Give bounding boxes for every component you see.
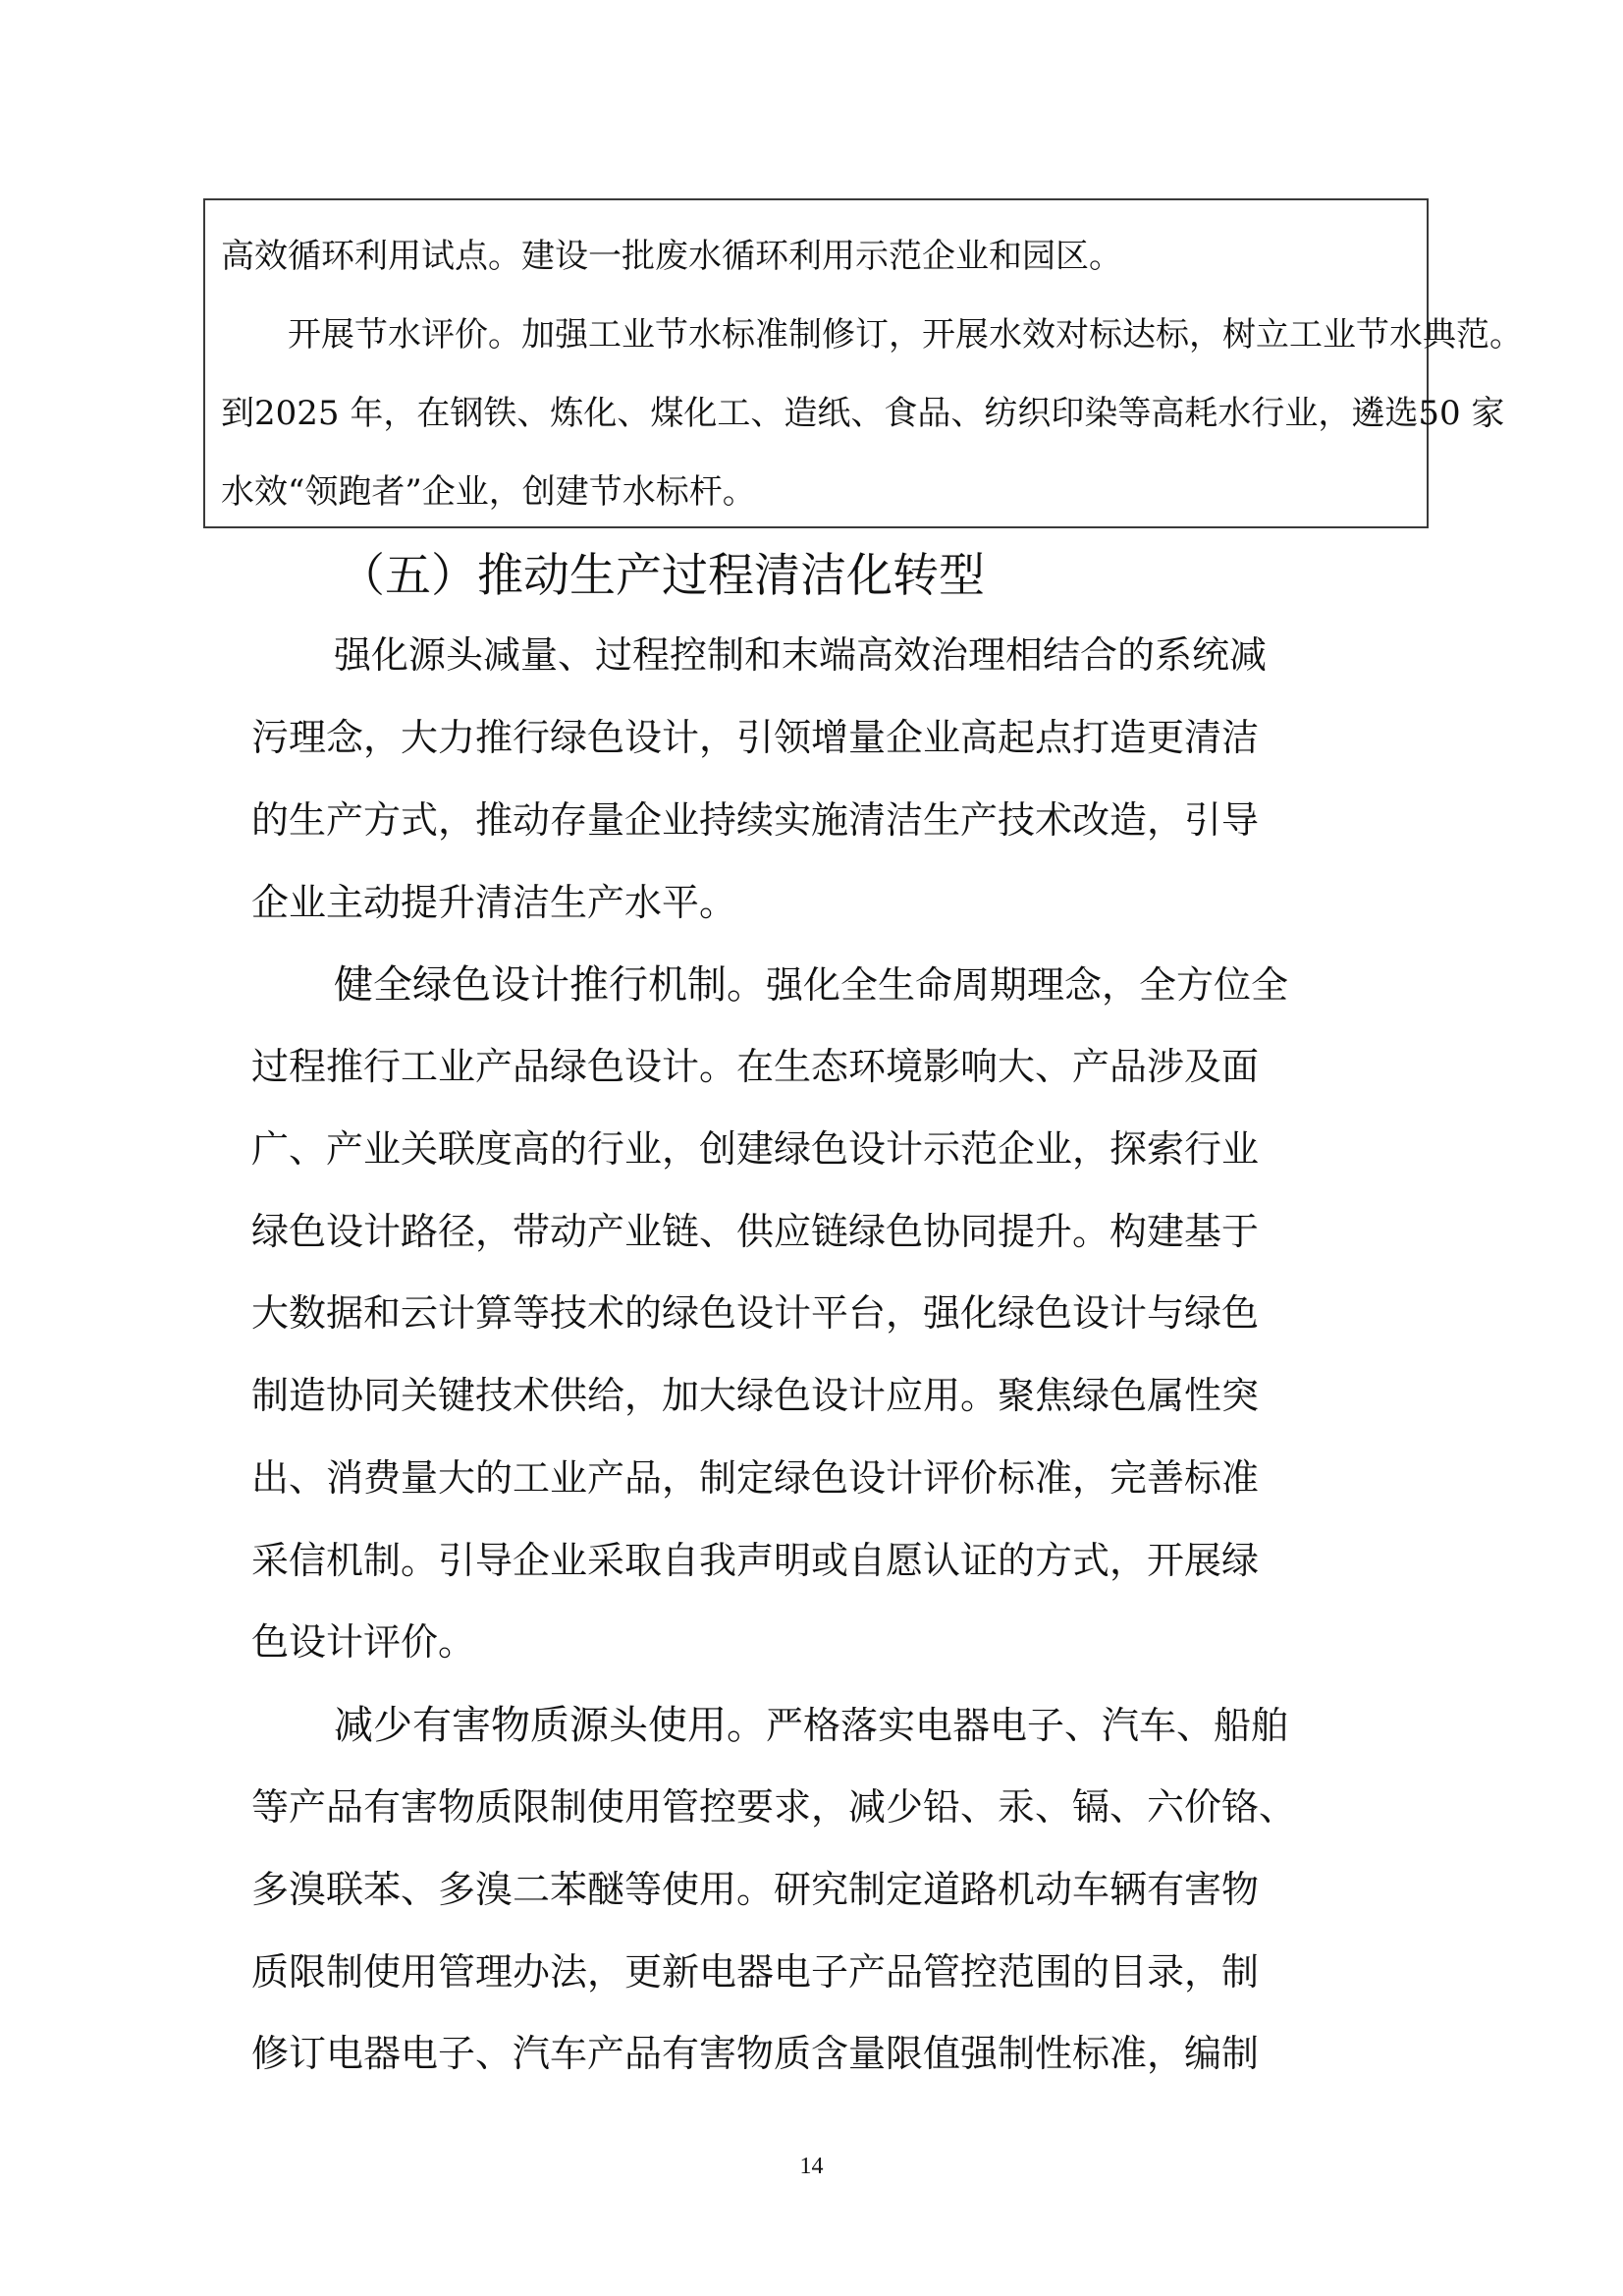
paragraph-lead: 健全绿色设计推行机制。 [334, 962, 766, 1008]
paragraph-line: 采信机制。引导企业采取自我声明或自愿认证的方式，开展绿 [251, 1539, 1260, 1582]
paragraph-text: 严格落实电器电子、汽车、船舶 [766, 1704, 1289, 1747]
paragraph-line: 大数据和云计算等技术的绿色设计平台，强化绿色设计与绿色 [251, 1291, 1260, 1335]
paragraph-line: 质限制使用管理办法，更新电器电子产品管控范围的目录，制 [251, 1950, 1260, 1994]
paragraph-line: 出、消费量大的工业产品，制定绿色设计评价标准，完善标准 [251, 1456, 1260, 1500]
paragraph-line: 强化源头减量、过程控制和末端高效治理相结合的系统减 [334, 633, 1268, 677]
paragraph-line: 修订电器电子、汽车产品有害物质含量限值强制性标准，编制 [251, 2032, 1260, 2075]
paragraph-line: 等产品有害物质限制使用管控要求，减少铅、汞、镉、六价铬、 [251, 1785, 1297, 1829]
section-heading: （五）推动生产过程清洁化转型 [339, 549, 985, 603]
paragraph-line: 企业主动提升清洁生产水平。 [251, 881, 737, 924]
box-line: 水效“领跑者”企业，创建节水标杆。 [221, 472, 756, 512]
paragraph-lead: 减少有害物质源头使用。 [334, 1703, 766, 1748]
paragraph-line: 制造协同关键技术供给，加大绿色设计应用。聚焦绿色属性突 [251, 1374, 1260, 1417]
box-line: 高效循环利用试点。建设一批废水循环利用示范企业和园区。 [221, 237, 1122, 276]
paragraph-line [334, 962, 1289, 1008]
paragraph-line [334, 1703, 1289, 1748]
paragraph-line: 污理念，大力推行绿色设计，引领增量企业高起点打造更清洁 [251, 716, 1260, 759]
box-line: 开展节水评价。加强工业节水标准制修订，开展水效对标达标，树立工业节水典范。 [288, 315, 1523, 355]
paragraph-line: 过程推行工业产品绿色设计。在生态环境影响大、产品涉及面 [251, 1045, 1260, 1088]
paragraph-text: 强化全生命周期理念，全方位全 [766, 963, 1289, 1007]
paragraph-line: 的生产方式，推动存量企业持续实施清洁生产技术改造，引导 [251, 798, 1260, 842]
paragraph-line: 多溴联苯、多溴二苯醚等使用。研究制定道路机动车辆有害物 [251, 1868, 1260, 1911]
box-line: 到2025 年，在钢铁、炼化、煤化工、造纸、食品、纺织印染等高耗水行业，遴选50 家 [221, 394, 1505, 433]
page-number: 14 [799, 2154, 824, 2179]
boxed-note [203, 198, 1523, 528]
paragraph-line: 广、产业关联度高的行业，创建绿色设计示范企业，探索行业 [251, 1127, 1260, 1171]
paragraph-line: 色设计评价。 [251, 1620, 476, 1664]
paragraph-line: 绿色设计路径，带动产业链、供应链绿色协同提升。构建基于 [251, 1210, 1260, 1253]
